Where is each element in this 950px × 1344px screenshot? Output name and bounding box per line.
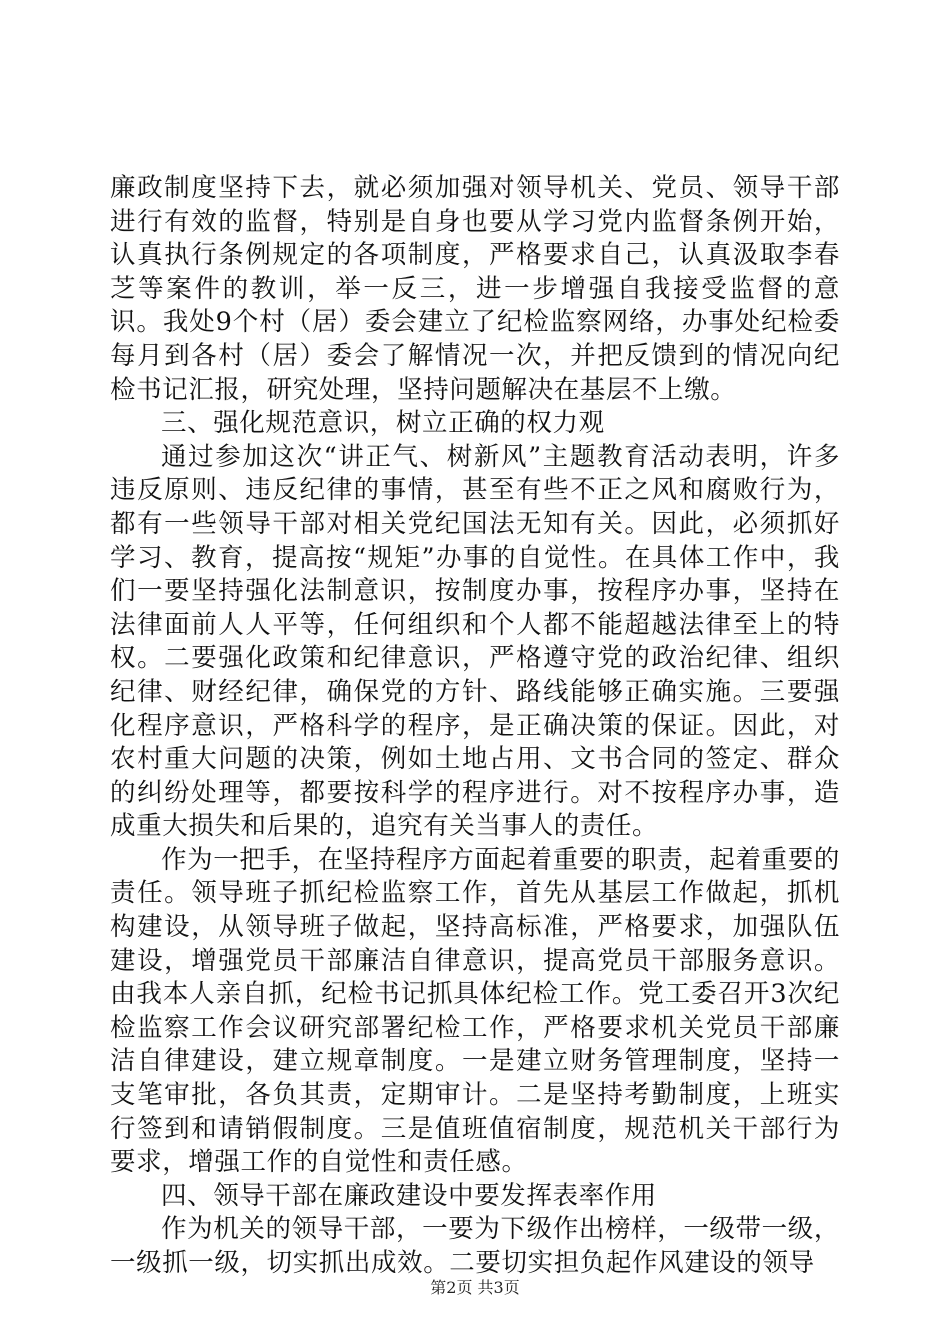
paragraph-1: 廉政制度坚持下去，就必须加强对领导机关、党员、领导干部进行有效的监督，特别是自身也要从学习党内监督条例开始，认真执行条例规定的各项制度，严格要求自己，认真汲取李春芝等案件的教训，举一反三，进一步增强自我接受监督的意识。我处9个村（居）委会建立了纪检监察网络，办事处纪检委每月到各村（居）委会了解情况一次，并把反馈到的情况向纪检书记汇报，研究处理，坚持问题解决在基层不上缴。 [110, 173, 840, 405]
paragraph-4: 作为机关的领导干部，一要为下级作出榜样，一级带一级，一级抓一级，切实抓出成效。二要切实担负起作风建设的领导 [110, 1214, 840, 1278]
section-heading-3: 三、强化规范意识，树立正确的权力观 [161, 408, 605, 439]
section-heading-4: 四、领导干部在廉政建设中要发挥表率作用 [161, 1180, 657, 1211]
page-footer [0, 1275, 950, 1298]
paragraph-3: 作为一把手，在坚持程序方面起着重要的职责，起着重要的责任。领导班子抓纪检监察工作，首先从基层工作做起，抓机构建设，从领导班子做起，坚持高标准，严格要求，加强队伍建设，增强党员干部廉洁自律意识，提高党员干部服务意识。由我本人亲自抓，纪检书记抓具体纪检工作。党工委召开3次纪检监察工作会议研究部署纪检工作，严格要求机关党员干部廉洁自律建设，建立规章制度。一是建立财务管理制度，坚持一支笔审批，各负其责，定期审计。二是坚持考勤制度，上班实行签到和请销假制度。三是值班值宿制度，规范机关干部行为要求，增强工作的自觉性和责任感。 [110, 844, 840, 1178]
paragraph-2: 通过参加这次“讲正气、树新风”主题教育活动表明，许多违反原则、违反纪律的事情，甚至有些不正之风和腐败行为，都有一些领导干部对相关党纪国法无知有关。因此，必须抓好学习、教育，提高按“规矩”办事的自觉性。在具体工作中，我们一要坚持强化法制意识，按制度办事，按程序办事，坚持在法律面前人人平等，任何组织和个人都不能超越法律至上的特权。二要强化政策和纪律意识，严格遵守党的政治纪律、组织纪律、财经纪律，确保党的方针、路线能够正确实施。三要强化程序意识，严格科学的程序，是正确决策的保证。因此，对农村重大问题的决策，例如土地占用、文书合同的签定、群众的纠纷处理等，都要按科学的程序进行。对不按程序办事，造成重大损失和后果的，追究有关当事人的责任。 [110, 441, 840, 842]
page-number-label: 第2页 共3页 [430, 1278, 520, 1297]
document-body [110, 172, 840, 1281]
